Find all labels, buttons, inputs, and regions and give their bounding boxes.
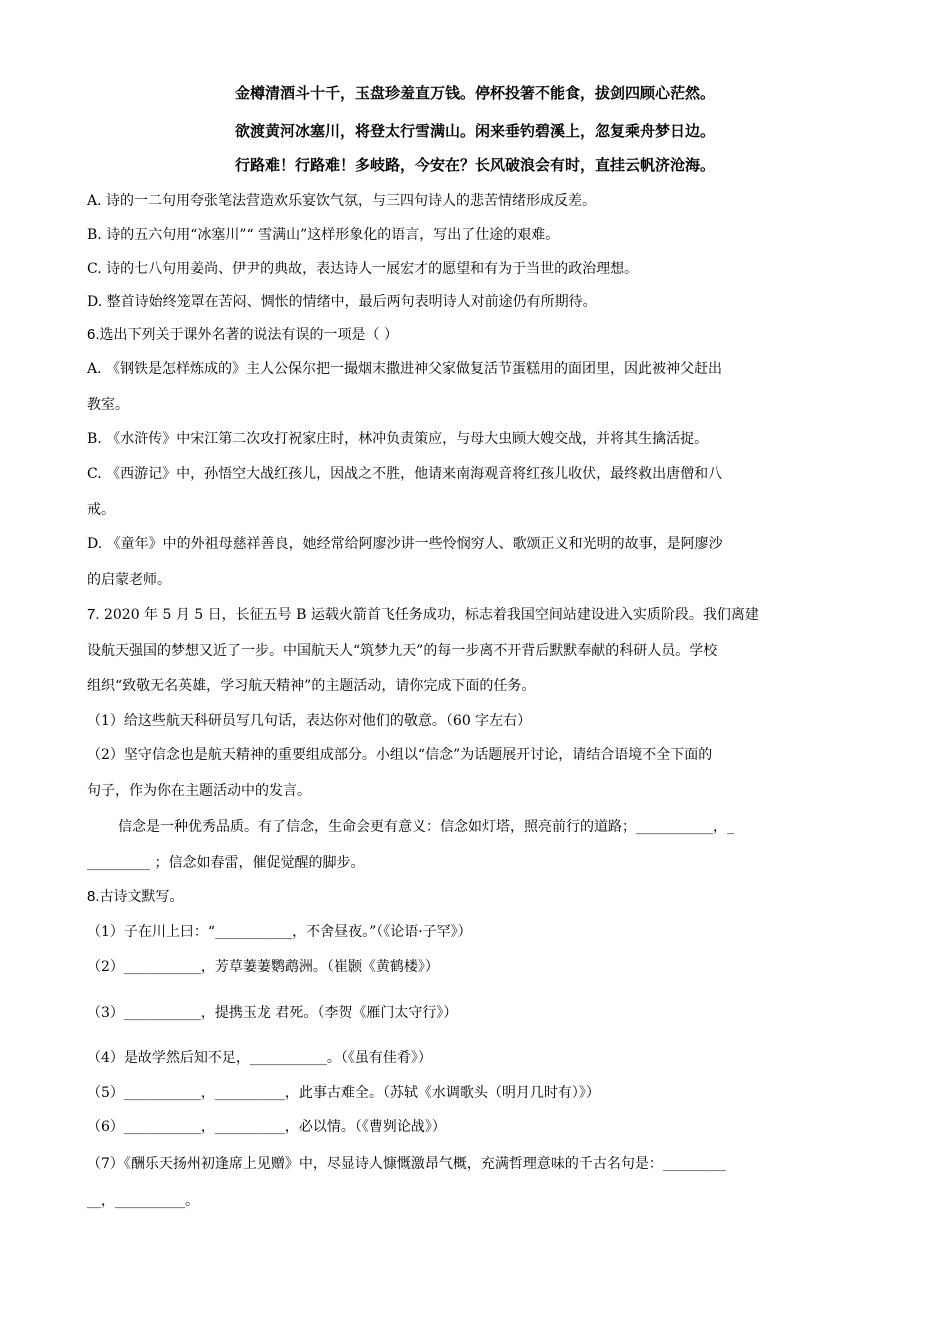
- question-number: 8.: [87, 888, 100, 905]
- paragraph-line: 设航天强国的梦想又近了一步。中国航天人“筑梦九天”的每一步离不开背后默默奉献的科研人员。学校: [87, 643, 718, 659]
- paragraph-line: 组织“致敬无名英雄，学习航天精神”的主题活动，请你完成下面的任务。: [87, 678, 536, 694]
- question-text: 2020 年 5 月 5 日，长征五号 B 运载火箭首飞任务成功，标志着我国空间站建设进入实质阶段。我们离建: [99, 607, 759, 623]
- poem-line-1: 金樽清酒斗十千，玉盘珍羞直万钱。停杯投箸不能食，拔剑四顾心茫然。: [234, 84, 715, 102]
- dictation-item-4: （4）是故学然后知不足，___________。（《虽有佳肴》）: [87, 1050, 432, 1066]
- option-c-cont: 戒。: [87, 502, 115, 518]
- dictation-item-7: （7）《酬乐天扬州初逢席上见赠》中，尽显诗人慷慨激昂气概，充满哲理意味的千古名句是：_________: [87, 1156, 726, 1172]
- option-d-cont: 的启蒙老师。: [87, 572, 171, 588]
- poem-line-3: 行路难！行路难！多岐路，今安在？长风破浪会有时，直挂云帆济沧海。: [234, 156, 715, 174]
- option-d: D. 《童年》中的外祖母慈祥善良，她经常给阿廖沙讲一些怜悯穷人、歌颂正义和光明的故事，是阿廖沙: [87, 536, 723, 552]
- question-7-stem: [87, 604, 759, 624]
- option-c: C. 诗的七八句用姜尚、伊尹的典故，表达诗人一展宏才的愿望和有为于当世的政治理想。: [87, 261, 639, 277]
- poem-line-2: 欲渡黄河冰塞川，将登太行雪满山。闲来垂钓碧溪上，忽复乘舟梦日边。: [234, 122, 715, 140]
- option-b: B. 《水浒传》中宋江第二次攻打祝家庄时，林冲负责策应，与母大虫顾大嫂交战，并将其生擒活捉。: [87, 431, 709, 447]
- fill-in-sentence-cont: _________ ；信念如春雷，催促觉醒的脚步。: [87, 855, 365, 871]
- question-8-stem: [87, 886, 184, 906]
- dictation-item-2: （2）___________，芳草萋萋鹦鹉洲。（崔颢《黄鹤楼》）: [87, 959, 439, 975]
- dictation-item-7-cont: __，__________。: [87, 1193, 199, 1209]
- question-number: 6.: [87, 326, 100, 343]
- dictation-item-3: （3）___________，提携玉龙 君死。（李贺《雁门太守行》）: [87, 1005, 458, 1021]
- subquestion-2-cont: 句子，作为你在主题活动中的发言。: [87, 783, 311, 799]
- option-a-cont: 教室。: [87, 397, 129, 413]
- subquestion-2: （2）坚守信念也是航天精神的重要组成部分。小组以“信念”为话题展开讨论，请结合语境不全下面的: [87, 747, 713, 763]
- subquestion-1: （1）给这些航天科研员写几句话，表达你对他们的敬意。（60 字左右）: [87, 713, 532, 729]
- fill-in-sentence: 信念是一种优秀品质。有了信念，生命会更有意义：信念如灯塔，照亮前行的道路；___________，_: [118, 819, 734, 835]
- question-6-stem: [87, 324, 398, 344]
- question-text: 古诗文默写。: [99, 889, 184, 905]
- option-b: B. 诗的五六句用“冰塞川”“ 雪满山”这样形象化的语言，写出了仕途的艰难。: [87, 227, 560, 243]
- option-a: A. 《钢铁是怎样炼成的》主人公保尔把一撮烟末撒进神父家做复活节蛋糕用的面团里，因此被神父赶出: [87, 361, 723, 377]
- dictation-item-6: （6）___________，__________，必以情。（《曹刿论战》）: [87, 1119, 446, 1135]
- option-a: A. 诗的一二句用夸张笔法营造欢乐宴饮气氛，与三四句诗人的悲苦情绪形成反差。: [87, 193, 597, 209]
- option-c: C. 《西游记》中，孙悟空大战红孩儿，因战之不胜，他请来南海观音将红孩儿收伏，最终救出唐僧和八: [87, 466, 723, 482]
- option-d: D. 整首诗始终笼罩在苦闷、惆怅的情绪中，最后两句表明诗人对前途仍有所期待。: [87, 294, 597, 310]
- question-number: 7.: [87, 606, 100, 623]
- question-text: 选出下列关于课外名著的说法有误的一项是（ ）: [99, 327, 398, 343]
- dictation-item-5: （5）___________，__________，此事古难全。（苏轼《水调歌头（明月几时有）》）: [87, 1085, 600, 1101]
- dictation-item-1: （1）子在川上曰：“___________，不舍昼夜。”（《论语·子罕》）: [87, 924, 472, 940]
